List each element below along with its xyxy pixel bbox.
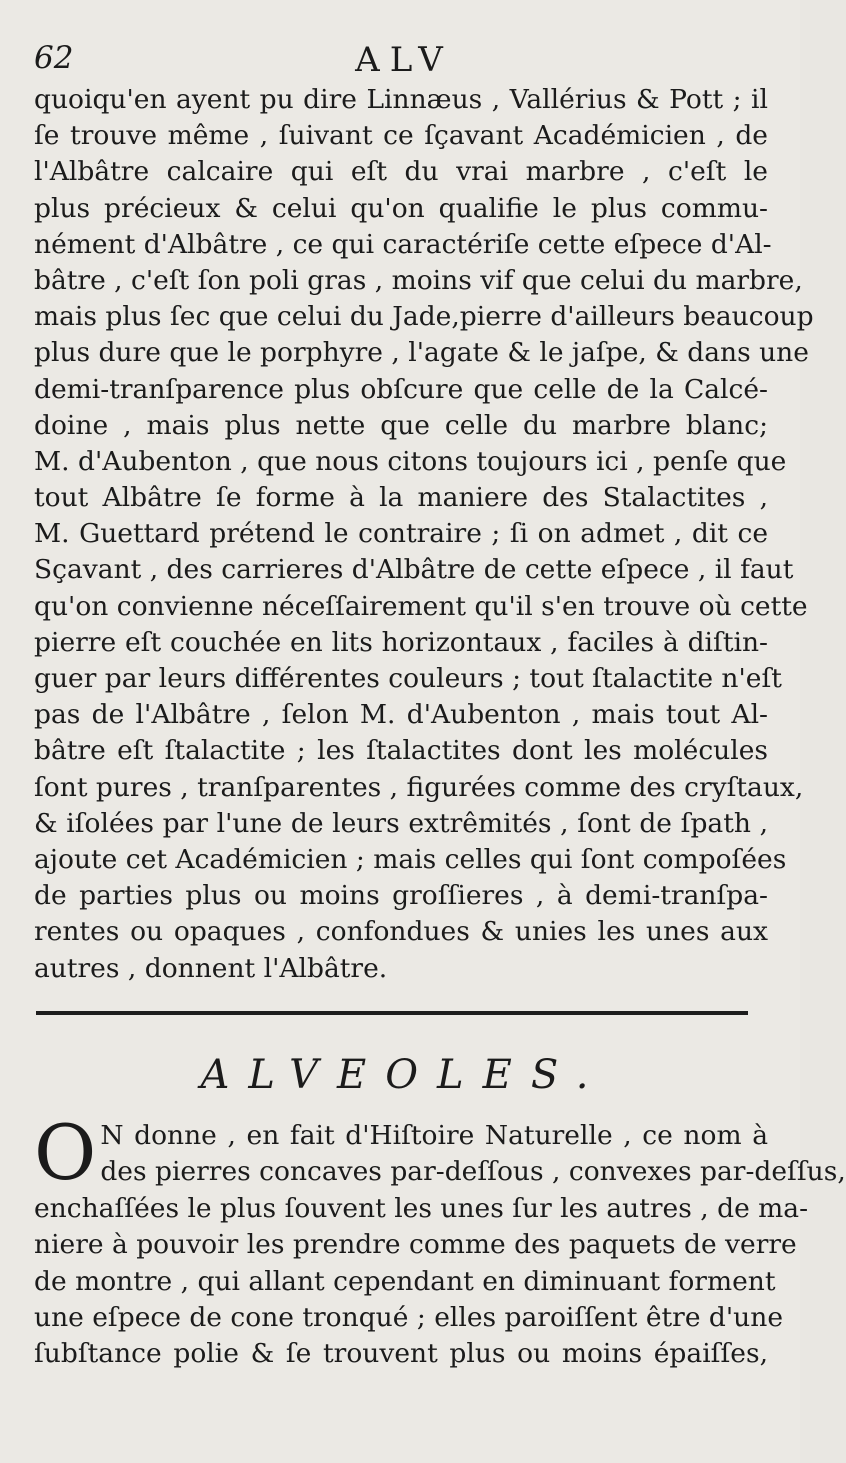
- text-line: plus précieux & celui qu'on qualifie le plus commu-: [34, 192, 768, 224]
- text-line: bâtre , c'eſt ſon poli gras , moins vif que celui du marbre,: [34, 264, 803, 296]
- text-line: M. d'Aubenton , que nous citons toujours ici , penſe que: [34, 445, 787, 477]
- text-line: doine , mais plus nette que celle du marbre blanc;: [34, 409, 768, 441]
- drop-cap: O: [34, 1108, 97, 1197]
- text-line: des pierres concaves par-deſſous , convexes par-deſſus,: [100, 1156, 846, 1188]
- running-head: [34, 40, 774, 84]
- text-line: bâtre eſt ſtalactite ; les ſtalactites dont les molécules: [34, 735, 768, 767]
- text-line: nément d'Albâtre , ce qui caractériſe cette eſpece d'Al-: [34, 228, 772, 260]
- text-line: mais plus ſec que celui du Jade,pierre d'ailleurs beaucoup: [34, 301, 814, 333]
- article-text: [34, 82, 814, 987]
- text-line: N donne , en fait d'Hiſtoire Naturelle , ce nom à: [100, 1120, 768, 1151]
- section-title: ALVEOLES.: [200, 1052, 608, 1098]
- text-line: ſubſtance polie & ſe trouvent plus ou moins épaiſſes,: [34, 1338, 768, 1370]
- text-line: de montre , qui allant cependant en diminuant forment: [34, 1265, 776, 1297]
- running-head-word: ALV: [355, 40, 453, 80]
- text-line: ſe trouve même , ſuivant ce ſçavant Académicien , de: [34, 120, 768, 152]
- text-line: enchaſſées le plus ſouvent les unes ſur les autres , de ma-: [34, 1192, 809, 1224]
- text-line: niere à pouvoir les prendre comme des paquets de verre: [34, 1229, 797, 1261]
- text-line: Sçavant , des carrieres d'Albâtre de cette eſpece , il faut: [34, 554, 794, 586]
- text-line: l'Albâtre calcaire qui eſt du vrai marbre , c'eſt le: [34, 156, 768, 188]
- text-line: quoiqu'en ayent pu dire Linnæus , Vallérius & Pott ; il: [34, 84, 768, 115]
- text-line: ſont pures , tranſparentes , figurées comme des cryſtaux,: [34, 771, 804, 803]
- text-line: qu'on convienne néceſſairement qu'il s'en trouve où cette: [34, 590, 808, 622]
- text-line: autres , donnent l'Albâtre.: [34, 952, 388, 984]
- text-line: M. Guettard prétend le contraire ; ſi on admet , dit ce: [34, 518, 768, 550]
- text-line: pierre eſt couchée en lits horizontaux , faciles à diſtin-: [34, 626, 768, 658]
- text-line: tout Albâtre ſe forme à la maniere des Stalactites ,: [34, 482, 768, 514]
- text-line: & iſolées par l'une de leurs extrêmités , ſont de ſpath ,: [34, 807, 768, 839]
- text-line: demi-tranſparence plus obſcure que celle de la Calcé-: [34, 373, 768, 405]
- page-number: 62: [34, 40, 74, 76]
- section-text: [34, 1108, 846, 1373]
- text-line: pas de l'Albâtre , ſelon M. d'Aubenton , mais tout Al-: [34, 699, 768, 731]
- text-line: ajoute cet Académicien ; mais celles qui ſont compoſées: [34, 843, 787, 875]
- text-line: rentes ou opaques , confondues & unies les unes aux: [34, 916, 768, 948]
- text-line: plus dure que le porphyre , l'agate & le jaſpe, & dans une: [34, 337, 809, 369]
- text-line: de parties plus ou moins groſſieres , à demi-tranſpa-: [34, 880, 768, 912]
- section-divider-rule: [36, 1011, 748, 1015]
- text-line: guer par leurs différentes couleurs ; tout ſtalactite n'eſt: [34, 663, 782, 694]
- text-line: une eſpece de cone tronqué ; elles paroiſſent être d'une: [34, 1301, 784, 1333]
